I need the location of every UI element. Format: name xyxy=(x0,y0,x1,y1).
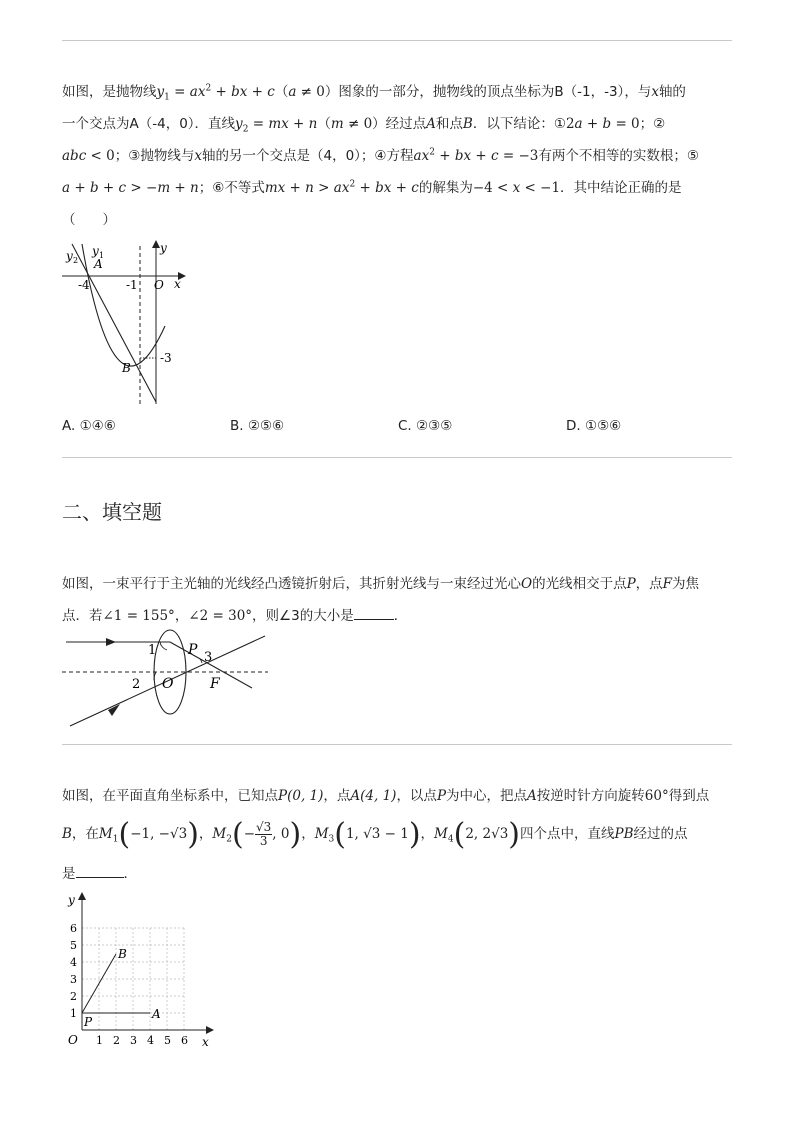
angle2-value: ∠2 = 30° xyxy=(188,608,253,624)
q2-answer-blank[interactable] xyxy=(354,607,394,620)
point-O-label: O xyxy=(162,676,174,692)
option-d[interactable]: D. ①⑤⑥ xyxy=(566,418,622,434)
q1-parabola-figure xyxy=(60,236,190,408)
y1-label: y xyxy=(92,244,99,258)
q3-text: 得到点 xyxy=(668,788,710,804)
origin-label: O xyxy=(68,1033,78,1047)
q2-text: 为焦 xyxy=(672,576,700,592)
svg-text:1: 1 xyxy=(99,251,105,260)
option-c[interactable]: C. ②③⑤ xyxy=(398,418,453,434)
section-heading: 二、填空题 xyxy=(62,500,162,524)
q1-text: 图象的一部分，抛物线的顶点坐标为 xyxy=(338,84,555,100)
q1-line1: 如图，是抛物线$y_1 = ax^2$ + bx + c（a ≠ 0）图象的一部分，抛物线的顶点坐标为B（-1，-3），与x轴的 xyxy=(62,83,686,103)
svg-text:2: 2 xyxy=(73,256,79,265)
point-B-label: B xyxy=(118,947,127,961)
q3-text: ，在 xyxy=(71,826,99,842)
line-PB: PB xyxy=(614,826,634,842)
point-A-label: A xyxy=(152,1007,161,1021)
divider xyxy=(62,744,732,745)
q1-text: 的解集为 xyxy=(418,180,473,196)
y-arrow-icon xyxy=(78,892,86,900)
x-tick-label: 5 xyxy=(164,1034,171,1047)
angle2-label: 2 xyxy=(132,677,141,692)
angle1-label: 1 xyxy=(148,643,157,658)
y-tick-label: 6 xyxy=(70,922,77,935)
q2-line1: 如图，一束平行于主光轴的光线经凸透镜折射后，其折射光线与一束经过光心O的光线相交于点P，点F为焦 xyxy=(62,576,700,592)
q2-lens-figure xyxy=(60,626,270,732)
x-tick-label: 2 xyxy=(113,1034,120,1047)
q1-text: ；⑥不等式 xyxy=(198,180,265,196)
q3-text: ，点 xyxy=(323,788,351,804)
point-A-label: A xyxy=(94,257,103,271)
q1-text: ，与 xyxy=(624,84,652,100)
y-tick-label: 2 xyxy=(70,990,77,1003)
M1-coords: −1, −√3 xyxy=(130,826,188,842)
q3-text: ，以点 xyxy=(396,788,437,804)
y2-label: y xyxy=(66,249,73,263)
q1-text: 经过点 xyxy=(385,116,427,132)
q1-text: ．其中结论正确的是 xyxy=(560,180,682,196)
x-tick-label: 3 xyxy=(130,1034,137,1047)
arrow-icon xyxy=(106,638,116,646)
q1-text: ② xyxy=(653,116,666,132)
point-A: A(4, 1) xyxy=(350,788,397,804)
q1-text: 轴的 xyxy=(658,84,686,100)
q1-text: 和点 xyxy=(435,116,463,132)
q2-text: 的光线相交于点 xyxy=(532,576,627,592)
q3-grid-figure xyxy=(60,890,220,1055)
y-axis-label: y xyxy=(160,241,167,255)
y-tick-label: 3 xyxy=(70,973,77,986)
point-P-label: P xyxy=(188,642,198,658)
q1-text: ．直线 xyxy=(194,116,236,132)
x-arrow-icon xyxy=(206,1026,214,1034)
q2-text: ，则∠3的大小是 xyxy=(252,608,354,624)
y-arrow-icon xyxy=(152,240,160,248)
q3-text: 经过的点 xyxy=(633,826,688,842)
point-P: P(0, 1) xyxy=(278,788,324,804)
rotation-angle: 60° xyxy=(644,788,669,804)
q1-line3: abc < 0；③抛物线与x轴的另一个交点是（4，0）；④方程$ax^2$ + bx + c = −3有两个不相等的实数根；⑤ xyxy=(62,147,699,164)
q2-text: 点．若 xyxy=(62,608,103,624)
angle3-label: 3 xyxy=(204,650,213,665)
q2-text: 如图，一束平行于主光轴的光线经凸透镜折射后，其折射光线与一束经过光心 xyxy=(62,576,521,592)
option-b[interactable]: B. ②⑤⑥ xyxy=(230,418,285,434)
q3-text: 是 xyxy=(62,866,76,882)
x-tick-label: 4 xyxy=(147,1034,154,1047)
y-tick-label: 4 xyxy=(70,956,77,969)
q2-text: ，点 xyxy=(635,576,663,592)
q1-text: 轴的另一个交点是（4，0）；④方程 xyxy=(201,148,414,164)
x-axis-label: x xyxy=(174,277,181,291)
tick-neg3: -3 xyxy=(160,351,172,365)
angle1-value: ∠1 = 155° xyxy=(102,608,175,624)
y-tick-label: 5 xyxy=(70,939,77,952)
q1-text: 有两个不相等的实数根；⑤ xyxy=(538,148,699,164)
point-F-label: F xyxy=(210,676,220,692)
q1-pointA: A（-4，0） xyxy=(129,116,195,132)
q3-text: 如图，在平面直角坐标系中，已知点 xyxy=(62,788,278,804)
tick-neg1: -1 xyxy=(126,278,138,292)
y-tick-label: 1 xyxy=(70,1007,77,1020)
q2-line2: 点．若∠1 = 155°，∠2 = 30°，则∠3的大小是 ． xyxy=(62,608,408,624)
top-divider xyxy=(62,40,732,41)
q3-line2: B，在$M_1(-1$, −√3)，$M_2(-$ $\frac{√3}{3}$ , 0)，$M_3(1$, √3 − 1)，$M_4(2$, 2√3)四个点中，直线PB经过的点 xyxy=(62,817,688,852)
q1-text: 一个交点为 xyxy=(62,116,130,132)
q3-text: 按逆时针方向旋转 xyxy=(536,788,645,804)
M4-coords: 2, 2√3 xyxy=(465,826,509,842)
fraction: $\frac{√3}{3}$ xyxy=(256,819,272,848)
q1-text: ① xyxy=(553,116,566,132)
q1-text: 如图，是抛物线 xyxy=(62,84,157,100)
y-axis-label: y xyxy=(68,893,75,907)
q1-paren: （ ） xyxy=(62,212,116,228)
x-tick-label: 1 xyxy=(96,1034,103,1047)
point-B-label: B xyxy=(122,361,131,375)
q3-line1: 如图，在平面直角坐标系中，已知点P(0, 1)，点A(4, 1)，以点P为中心，把点A按逆时针方向旋转60°得到点 xyxy=(62,788,710,804)
tick-neg4: -4 xyxy=(78,278,90,292)
q3-text: 四个点中，直线 xyxy=(520,826,615,842)
x-tick-label: 6 xyxy=(181,1034,188,1047)
q1-line2: 一个交点为A（-4，0）．直线$y_2$ = mx + n（m ≠ 0）经过点A和点B．以下结论：①2a + b = 0；② xyxy=(62,116,666,135)
q1-text: ．以下结论： xyxy=(472,116,554,132)
q3-line3: 是 ． xyxy=(62,866,137,882)
x-axis-label: x xyxy=(202,1035,209,1049)
q3-answer-blank[interactable] xyxy=(76,865,124,878)
q1-text: ；③抛物线与 xyxy=(114,148,195,164)
option-a[interactable]: A. ①④⑥ xyxy=(62,418,116,434)
origin-label: O xyxy=(154,278,164,292)
q1-vertex: B（-1，-3） xyxy=(554,84,625,100)
section-divider xyxy=(62,457,732,458)
point-P-label: P xyxy=(84,1015,93,1029)
q3-text: 为中心，把点 xyxy=(446,788,528,804)
M3-coords: 1, √3 − 1 xyxy=(345,826,409,842)
q1-line4: a + b + c > −m + n；⑥不等式mx + $n > ax^2$ + bx + c的解集为−4 < x < −1．其中结论正确的是 xyxy=(62,179,682,196)
